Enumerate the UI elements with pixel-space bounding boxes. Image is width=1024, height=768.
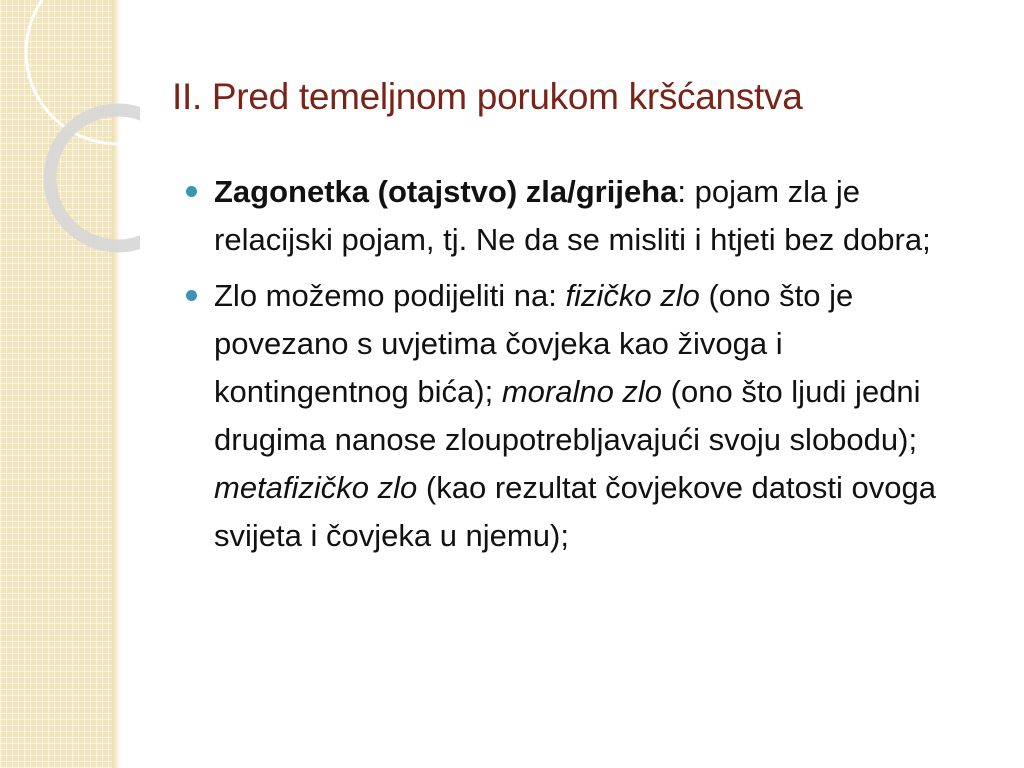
desc-physical-evil: (ono što je povezano s uvjetima čovjeka kao živoga i kontingentnog bića); [214, 278, 854, 409]
bullet-intro: Zlo možemo podijeliti na: [214, 278, 566, 313]
term-physical-evil: fizičko zlo [565, 278, 700, 313]
bullet-item-kinds-of-evil [182, 272, 982, 560]
bullet-body: pojam zla je relacijski pojam, tj. Ne da se misliti i htjeti bez dobra; [214, 174, 931, 257]
term-moral-evil: moralno zlo [501, 374, 663, 409]
bullet-dot-icon [186, 290, 197, 301]
decorative-side-panel [0, 0, 112, 768]
desc-moral-evil: (ono što ljudi jedni drugima nanose zloupotrebljavajući svoju slobodu); [214, 374, 921, 457]
bullet-text [214, 168, 982, 264]
bullet-item-riddle-of-evil [182, 168, 982, 264]
bullet-text [214, 272, 982, 560]
side-panel-divider [112, 0, 120, 768]
term-metaphysical-evil: metafizičko zlo [214, 470, 418, 505]
bullet-list [182, 168, 982, 568]
bullet-term: Zagonetka (otajstvo) zla/grijeha [214, 174, 678, 209]
bullet-colon: : [677, 174, 686, 209]
desc-metaphysical-evil: (kao rezultat čovjekove datosti ovoga svijeta i čovjeka u njemu); [214, 470, 936, 553]
bullet-dot-icon [186, 186, 197, 197]
slide-title: II. Pred temeljnom porukom kršćanstva [172, 76, 803, 117]
